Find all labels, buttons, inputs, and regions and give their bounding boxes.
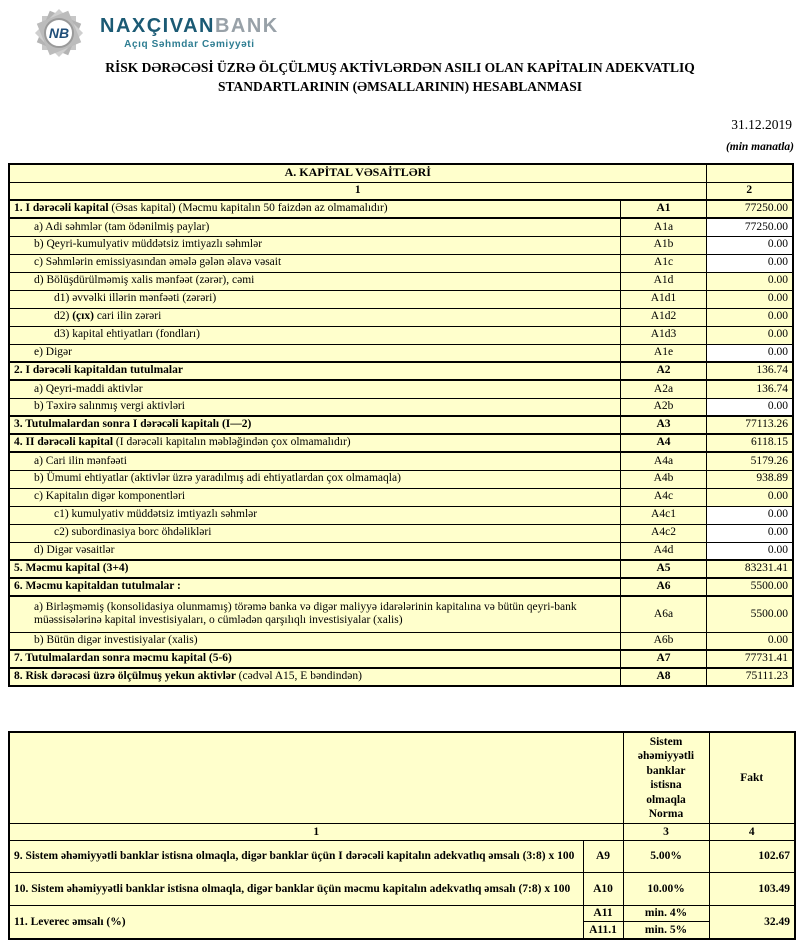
row-label: a) Cari ilin mənfəəti [9, 452, 621, 470]
capital-table-body [9, 164, 793, 686]
table-row [9, 272, 793, 290]
row-fakt: 32.49 [709, 906, 795, 939]
bank-name-primary: NAXÇIVAN [100, 15, 215, 37]
row-code: A5 [621, 560, 706, 578]
bank-name-secondary: BANK [214, 15, 279, 37]
row-value: 77731.41 [706, 650, 793, 668]
unit-note: (min manatla) [725, 141, 794, 153]
table-row [9, 596, 793, 632]
row-label: e) Digər [9, 344, 621, 362]
bank-logo-seal [32, 6, 86, 60]
row-label: 8. Risk dərəcəsi üzrə ölçülmuş yekun aktivlər (cədvəl A15, E bəndindən) [9, 668, 621, 686]
row-code: A11 [583, 906, 623, 922]
capital-table-header-row [9, 164, 793, 182]
row-value: 77250.00 [706, 218, 793, 236]
document-title-line1: RİSK DƏRƏCƏSİ ÜZRƏ ÖLÇÜLMUŞ AKTİVLƏRDƏN ASILI OLAN KAPİTALIN ADEKVATLIQ [105, 60, 695, 75]
row-code: A1d [621, 272, 706, 290]
table-row [9, 236, 793, 254]
row-value: 0.00 [706, 542, 793, 560]
table-row-a10 [9, 873, 795, 906]
row-label: c2) subordinasiya borc öhdəlikləri [9, 524, 621, 542]
row-value: 77250.00 [706, 200, 793, 218]
row-value: 75111.23 [706, 668, 793, 686]
table-row [9, 542, 793, 560]
row-value: 0.00 [706, 488, 793, 506]
table-row [9, 524, 793, 542]
row-value: 0.00 [706, 632, 793, 650]
table-row [9, 470, 793, 488]
row-code: A10 [583, 873, 623, 906]
table-row [9, 290, 793, 308]
row-value: 0.00 [706, 524, 793, 542]
table-row [9, 416, 793, 434]
table-row [9, 344, 793, 362]
table-row [9, 398, 793, 416]
table-row [9, 506, 793, 524]
row-norma: 5.00% [623, 841, 709, 873]
row-code: A2a [621, 380, 706, 398]
row-code: A4c1 [621, 506, 706, 524]
row-label: 7. Tutulmalardan sonra məcmu kapital (5-6) [9, 650, 621, 668]
row-code: A1c [621, 254, 706, 272]
table-row [9, 488, 793, 506]
row-value: 0.00 [706, 344, 793, 362]
row-code: A4a [621, 452, 706, 470]
row-value: 83231.41 [706, 560, 793, 578]
ratio-fakt-header: Fakt [709, 732, 795, 824]
row-code: A4c [621, 488, 706, 506]
table-row [9, 380, 793, 398]
row-value: 136.74 [706, 380, 793, 398]
row-code: A1d3 [621, 326, 706, 344]
row-norma: 10.00% [623, 873, 709, 906]
row-fakt: 102.67 [709, 841, 795, 873]
table-row [9, 632, 793, 650]
row-label: a) Qeyri-maddi aktivlər [9, 380, 621, 398]
capital-table-section-header: A. KAPİTAL VƏSAİTLƏRİ [9, 164, 706, 182]
row-code: A4d [621, 542, 706, 560]
table-row [9, 434, 793, 452]
row-code: A7 [621, 650, 706, 668]
row-value: 0.00 [706, 236, 793, 254]
row-label: d) Digər vəsaitlər [9, 542, 621, 560]
capital-table-header-empty-cell [706, 164, 793, 182]
ratio-colnum-4: 4 [709, 824, 795, 841]
row-code: A8 [621, 668, 706, 686]
row-code: A1a [621, 218, 706, 236]
bank-header [32, 6, 279, 60]
row-label: b) Ümumi ehtiyatlar (aktivlər üzrə yaradılmış adi ehtiyatlardan çox olmamaqla) [9, 470, 621, 488]
ratio-table-header-row [9, 732, 795, 824]
table-row [9, 254, 793, 272]
row-code: A1e [621, 344, 706, 362]
table-row-a11 [9, 906, 795, 922]
row-code: A2 [621, 362, 706, 380]
row-label: 2. I dərəcəli kapitaldan tutulmalar [9, 362, 621, 380]
row-code: A6b [621, 632, 706, 650]
row-norma: min. 5% [623, 922, 709, 939]
row-code: A1d1 [621, 290, 706, 308]
row-label: c1) kumulyativ müddətsiz imtiyazlı səhmlər [9, 506, 621, 524]
row-label: a) Birləşməmiş (konsolidasiya olunmamış) törəmə banka və digər maliyyə idarələrinin kapitalına və bütün qeyri-bank müəssisələrinə kapital investisiyaları, o cümlədən qarşılıqlı investisiyalar (xalis) [9, 596, 621, 632]
row-value: 6118.15 [706, 434, 793, 452]
row-label: d) Bölüşdürülməmiş xalis mənfəət (zərər), cəmi [9, 272, 621, 290]
bank-name [100, 16, 279, 37]
row-code: A2b [621, 398, 706, 416]
row-code: A1d2 [621, 308, 706, 326]
row-code: A6a [621, 596, 706, 632]
row-value: 5500.00 [706, 578, 793, 596]
row-code: A3 [621, 416, 706, 434]
ratio-colnum-3: 3 [623, 824, 709, 841]
row-label: 4. II dərəcəli kapital (I dərəcəli kapitalın məbləğindən çox olmamalıdır) [9, 434, 621, 452]
row-value: 5500.00 [706, 596, 793, 632]
row-code: A4 [621, 434, 706, 452]
table-row [9, 200, 793, 218]
table-row [9, 218, 793, 236]
row-label: 5. Məcmu kapital (3+4) [9, 560, 621, 578]
table-row-a9 [9, 841, 795, 873]
row-label: 3. Tutulmalardan sonra I dərəcəli kapitalı (I—2) [9, 416, 621, 434]
ratio-header-empty-cell [9, 732, 623, 824]
row-value: 0.00 [706, 506, 793, 524]
row-code: A11.1 [583, 922, 623, 939]
row-value: 5179.26 [706, 452, 793, 470]
row-value: 0.00 [706, 290, 793, 308]
ratio-table [8, 731, 796, 940]
table-row [9, 650, 793, 668]
bank-monogram: NB [48, 25, 70, 41]
table-row [9, 362, 793, 380]
row-label: 10. Sistem əhəmiyyətli banklar istisna olmaqla, digər banklar üçün məcmu kapitalın adekvatlıq əmsalı (7:8) x 100 [9, 873, 583, 906]
ratio-table-colnum-row [9, 824, 795, 841]
row-code: A1 [621, 200, 706, 218]
row-label: b) Təxirə salınmış vergi aktivləri [9, 398, 621, 416]
row-code: A9 [583, 841, 623, 873]
row-value: 0.00 [706, 398, 793, 416]
table-row [9, 452, 793, 470]
colnum-1: 1 [9, 182, 706, 200]
row-value: 0.00 [706, 254, 793, 272]
row-value: 0.00 [706, 272, 793, 290]
row-value: 136.74 [706, 362, 793, 380]
bank-name-block [100, 16, 279, 50]
row-code: A4b [621, 470, 706, 488]
colnum-2: 2 [706, 182, 793, 200]
ratio-norma-header: Sistem əhəmiyyətli banklar istisna olmaqla Norma [623, 732, 709, 824]
row-label: 9. Sistem əhəmiyyətli banklar istisna olmaqla, digər banklar üçün I dərəcəli kapitalın adekvatlıq əmsalı (3:8) x 100 [9, 841, 583, 873]
row-label: 1. I dərəcəli kapital (Əsas kapital) (Məcmu kapitalın 50 faizdən az olmamalıdır) [9, 200, 621, 218]
table-row [9, 308, 793, 326]
row-label: b) Bütün digər investisiyalar (xalis) [9, 632, 621, 650]
row-label: d3) kapital ehtiyatları (fondları) [9, 326, 621, 344]
row-label: c) Kapitalın digər komponentləri [9, 488, 621, 506]
row-code: A6 [621, 578, 706, 596]
row-label: c) Səhmlərin emissiyasından əmələ gələn əlavə vəsait [9, 254, 621, 272]
table-row [9, 326, 793, 344]
row-label: d1) əvvəlki illərin mənfəəti (zərəri) [9, 290, 621, 308]
row-label: b) Qeyri-kumulyativ müddətsiz imtiyazlı səhmlər [9, 236, 621, 254]
capital-table-colnum-row [9, 182, 793, 200]
row-fakt: 103.49 [709, 873, 795, 906]
row-norma: min. 4% [623, 906, 709, 922]
table-row [9, 668, 793, 686]
bank-subtitle: Açıq Səhmdar Cəmiyyəti [124, 39, 255, 50]
table-row [9, 560, 793, 578]
row-label: 6. Məcmu kapitaldan tutulmalar : [9, 578, 621, 596]
report-date: 31.12.2019 [731, 117, 792, 132]
document-title-line2: STANDARTLARININ (ƏMSALLARININ) HESABLANMASI [217, 79, 583, 94]
row-code: A1b [621, 236, 706, 254]
row-value: 0.00 [706, 308, 793, 326]
row-value: 938.89 [706, 470, 793, 488]
row-code: A4c2 [621, 524, 706, 542]
row-label: d2) (çıx) cari ilin zərəri [9, 308, 621, 326]
document-title [0, 58, 800, 96]
ratio-colnum-1: 1 [9, 824, 623, 841]
row-label: a) Adi səhmlər (tam ödənilmiş paylar) [9, 218, 621, 236]
table-row [9, 578, 793, 596]
row-value: 0.00 [706, 326, 793, 344]
row-label: 11. Leverec əmsalı (%) [9, 906, 583, 939]
capital-table [8, 163, 794, 687]
row-value: 77113.26 [706, 416, 793, 434]
